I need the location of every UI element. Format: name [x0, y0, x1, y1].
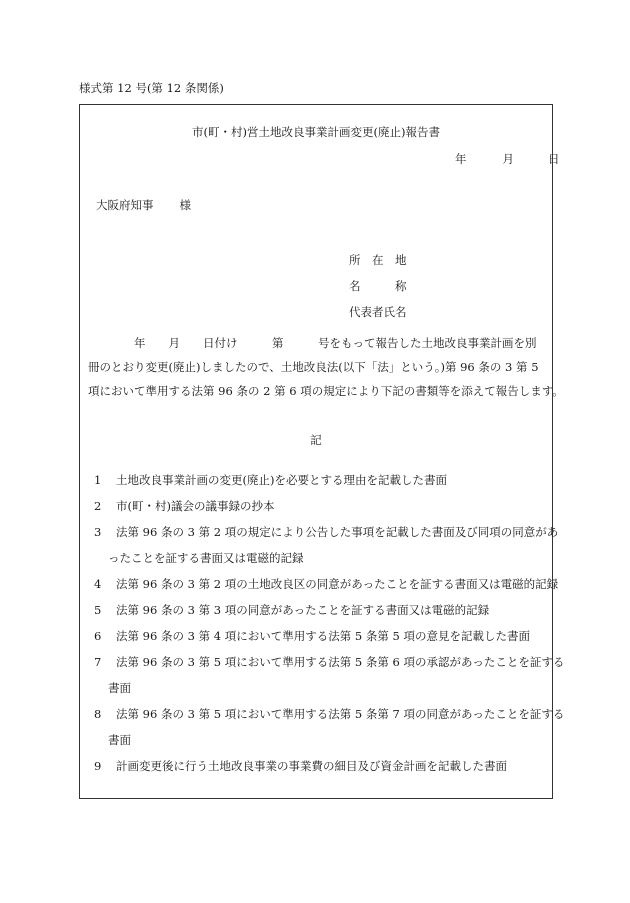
date-year: 年	[455, 152, 467, 166]
list-item-number: 3	[94, 525, 102, 539]
list-item-line: 法第 96 条の 3 第 2 項の土地改良区の同意があったことを証する書面又は電磁的記録	[116, 577, 559, 591]
date-day: 日	[548, 152, 560, 166]
list-item-line: ったことを証する書面又は電磁的記録	[108, 551, 304, 565]
list-item-number: 5	[94, 603, 102, 617]
list-item	[94, 753, 548, 779]
date-month: 月	[502, 152, 514, 166]
list-item-number: 4	[94, 577, 102, 591]
list-item-text	[116, 467, 548, 493]
list-item-text	[116, 597, 548, 623]
addressee-honorific: 様	[179, 198, 191, 212]
list-item-number: 1	[94, 473, 102, 487]
list-item-number: 7	[94, 655, 102, 669]
list-item-line: 書面	[108, 681, 131, 695]
sender-representative: 代表者氏名	[349, 305, 407, 319]
report-frame	[79, 104, 565, 799]
list-item-line: 法第 96 条の 3 第 5 項において準用する法第 5 条第 6 項の承認があったことを証する	[116, 655, 565, 669]
list-item-line: 市(町・村)議会の議事録の抄本	[116, 499, 275, 513]
body-text	[88, 331, 564, 403]
list-item-number: 2	[94, 499, 102, 513]
addressee-name: 大阪府知事	[96, 198, 154, 212]
list-item-line: 法第 96 条の 3 第 5 項において準用する法第 5 条第 7 項の同意があったことを証する	[116, 707, 565, 721]
sender-name: 名 称	[349, 279, 407, 293]
list-item-text	[108, 519, 559, 571]
list-item-line: 法第 96 条の 3 第 3 項の同意があったことを証する書面又は電磁的記録	[116, 603, 490, 617]
list-item-line: 計画変更後に行う土地改良事業の事業費の細目及び資金計画を記載した書面	[116, 759, 507, 773]
form-number: 様式第 12 号(第 12 条関係)	[79, 81, 224, 95]
body-line-2: 冊のとおり変更(廃止)しましたので、土地改良法(以下「法」という。)第 96 条の 3 第 5	[88, 360, 539, 374]
list-item	[94, 493, 548, 519]
list-item-text	[116, 623, 548, 649]
list-item-number: 6	[94, 629, 102, 643]
list-item	[94, 519, 559, 571]
attachment-list	[94, 467, 565, 779]
body-line-1: 年 月 日付け 第 号をもって報告した土地改良事業計画を別	[88, 336, 537, 350]
list-item	[94, 623, 548, 649]
list-item-number: 8	[94, 707, 102, 721]
list-item-line: 書面	[108, 733, 131, 747]
list-item-line: 法第 96 条の 3 第 2 項の規定により公告した事項を記載した書面及び同項の同意があ	[116, 525, 559, 539]
list-item-text	[108, 701, 565, 753]
list-item-line: 法第 96 条の 3 第 4 項において準用する法第 5 条第 5 項の意見を記載した書面	[116, 629, 530, 643]
document-title: 市(町・村)営土地改良事業計画変更(廃止)報告書	[192, 125, 440, 139]
list-item-text	[108, 649, 565, 701]
sender-location: 所 在 地	[349, 253, 407, 267]
list-item	[94, 649, 565, 701]
date-line	[455, 151, 560, 167]
list-item-text	[116, 753, 548, 779]
list-item-text	[116, 493, 548, 519]
list-item	[94, 571, 559, 597]
addressee	[96, 197, 191, 213]
list-item-number: 9	[94, 759, 102, 773]
list-item	[94, 701, 565, 753]
list-item-line: 土地改良事業計画の変更(廃止)を必要とする理由を記載した書面	[116, 473, 447, 487]
list-item	[94, 597, 548, 623]
list-item-text	[116, 571, 558, 597]
body-line-3: 項において準用する法第 96 条の 2 第 6 項の規定により下記の書類等を添えて報告します。	[88, 384, 564, 398]
list-item	[94, 467, 548, 493]
ki-heading: 記	[310, 433, 322, 447]
